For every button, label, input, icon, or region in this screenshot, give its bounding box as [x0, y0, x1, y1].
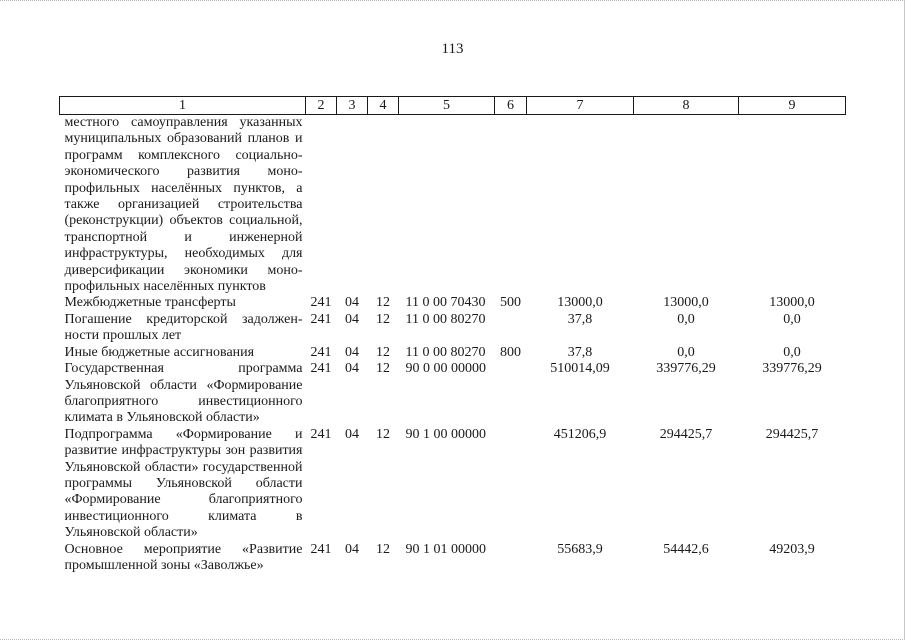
row-amount-3: 294425,7 — [765, 426, 819, 442]
row-code-section: 04 — [345, 295, 359, 311]
row-amount-1: 37,8 — [567, 344, 593, 360]
table-row — [60, 361, 846, 427]
row-amount-3: 49203,9 — [769, 541, 815, 557]
row-code-expense — [495, 115, 527, 296]
table-row — [60, 542, 846, 575]
row-amount-1: 451206,9 — [553, 426, 607, 442]
row-amount-2: 294425,7 — [659, 426, 713, 442]
table-row — [60, 115, 846, 296]
row-code-target: 90 1 01 00000 — [405, 541, 486, 557]
row-code-subsection: 12 — [376, 295, 390, 311]
row-name: Основное мероприятие «Развитие промышленной зоны «Заволжье» — [64, 541, 303, 573]
table-row — [60, 295, 846, 311]
row-code-ministry: 241 — [310, 541, 332, 557]
header-cell-2: 2 — [306, 97, 337, 115]
row-code-section: 04 — [345, 541, 359, 557]
row-amount-2: 339776,29 — [656, 361, 716, 377]
row-name: Межбюджетные трансферты — [64, 295, 236, 311]
row-code-ministry: 241 — [310, 295, 332, 311]
row-amount-1: 55683,9 — [557, 541, 603, 557]
row-amount-2 — [634, 115, 739, 296]
row-code-subsection — [368, 115, 399, 296]
row-code-target: 11 0 00 70430 — [405, 295, 486, 311]
row-code-section — [337, 115, 368, 296]
row-code-target: 90 0 00 00000 — [405, 361, 486, 377]
row-amount-3: 13000,0 — [769, 295, 815, 311]
row-code-subsection: 12 — [376, 311, 390, 327]
header-cell-1: 1 — [60, 97, 306, 115]
row-amount-1 — [527, 115, 634, 296]
header-row — [60, 97, 846, 115]
row-code-ministry: 241 — [310, 344, 332, 360]
row-amount-3 — [739, 115, 846, 296]
header-cell-5: 5 — [399, 97, 495, 115]
row-code-section: 04 — [345, 311, 359, 327]
row-amount-2: 54442,6 — [663, 541, 709, 557]
row-code-ministry: 241 — [310, 361, 332, 377]
row-code-target: 11 0 00 80270 — [405, 311, 486, 327]
row-code-expense — [495, 542, 527, 575]
row-name: Погашение кредиторской задолженности прошлых лет — [64, 311, 303, 344]
row-code-target — [399, 115, 495, 296]
row-code-expense — [495, 427, 527, 542]
row-amount-1: 13000,0 — [557, 295, 603, 311]
header-cell-7: 7 — [527, 97, 634, 115]
row-code-target: 11 0 00 80270 — [405, 344, 486, 360]
row-code-subsection: 12 — [376, 361, 390, 377]
table-row — [60, 312, 846, 345]
row-code-ministry — [306, 115, 337, 296]
row-code-section: 04 — [345, 361, 359, 377]
table-row — [60, 427, 846, 542]
row-amount-2: 13000,0 — [663, 295, 709, 311]
row-code-expense: 500 — [500, 295, 521, 311]
header-cell-9: 9 — [739, 97, 846, 115]
row-amount-3: 0,0 — [783, 311, 801, 327]
row-code-expense — [495, 312, 527, 345]
table-header — [60, 97, 846, 115]
row-amount-2: 0,0 — [677, 344, 695, 360]
row-code-target: 90 1 00 00000 — [405, 426, 486, 442]
header-cell-6: 6 — [495, 97, 527, 115]
header-cell-4: 4 — [368, 97, 399, 115]
row-name: Подпрограмма «Формирование и развитие инфраструктуры зон развития Ульяновской области» государственной программы Ульяновской области «Формирование благоприятного инвестиционного климата в Ульяновской области» — [64, 426, 303, 541]
row-amount-2: 0,0 — [677, 311, 695, 327]
row-amount-1: 510014,09 — [550, 361, 610, 377]
row-code-ministry: 241 — [310, 426, 332, 442]
header-cell-8: 8 — [634, 97, 739, 115]
row-code-expense — [495, 361, 527, 427]
row-name: местного самоуправления указанных муниципальных образований планов и программ комплексного социально-экономического развития монопрофильных населённых пунктов, а также организацией строительства (реконструкции) объектов социальной, транспортной и инженерной инфраструктуры, необходимых для диверсификации экономики монопрофильных населённых пунктов — [64, 115, 303, 295]
row-code-subsection: 12 — [376, 344, 390, 360]
row-name: Иные бюджетные ассигнования — [64, 344, 255, 360]
budget-table — [59, 96, 846, 574]
row-amount-3: 339776,29 — [762, 361, 822, 377]
page-number: 113 — [441, 41, 464, 57]
row-code-ministry: 241 — [310, 311, 332, 327]
row-name: Государственная программа Ульяновской области «Формирование благоприятного инвестиционного климата в Ульяновской области» — [64, 361, 303, 426]
header-cell-3: 3 — [337, 97, 368, 115]
row-code-expense: 800 — [500, 344, 521, 360]
row-amount-1: 37,8 — [567, 311, 593, 327]
row-code-section: 04 — [345, 344, 359, 360]
table-row — [60, 345, 846, 361]
row-code-subsection: 12 — [376, 426, 390, 442]
table-body — [60, 115, 846, 575]
row-amount-3: 0,0 — [783, 344, 801, 360]
row-code-section: 04 — [345, 426, 359, 442]
row-code-subsection: 12 — [376, 541, 390, 557]
